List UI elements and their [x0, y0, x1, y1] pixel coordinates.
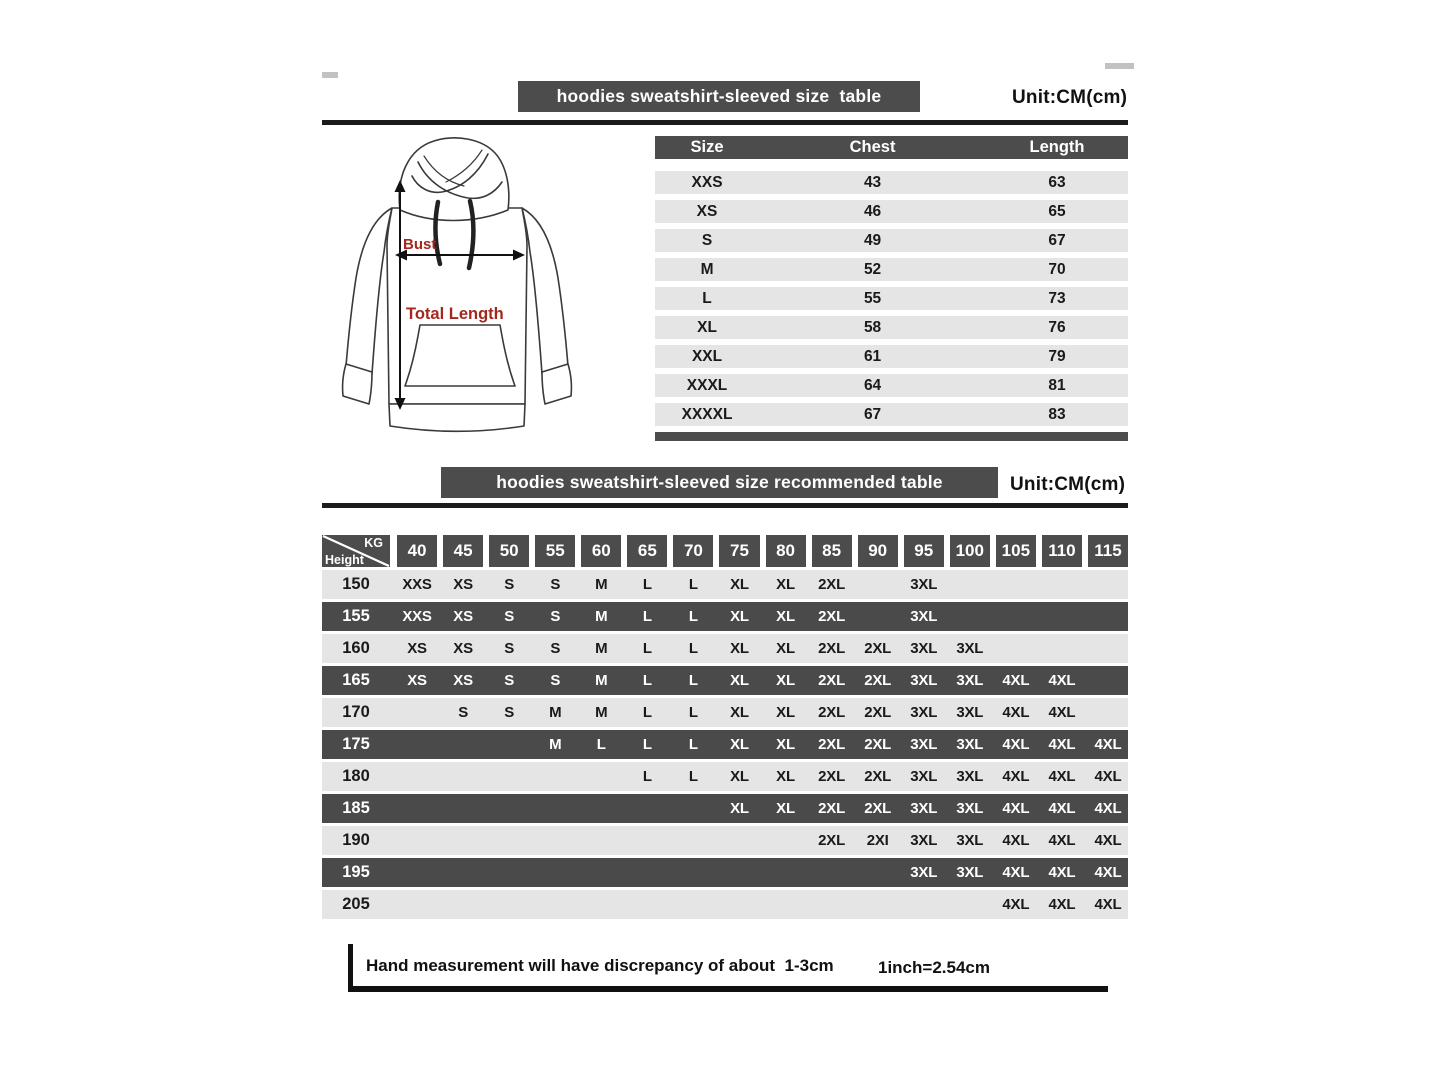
row-height-label: 190 — [342, 831, 370, 849]
matrix-cell — [627, 890, 667, 919]
row-height-label: 175 — [342, 735, 370, 753]
matrix-cells — [397, 890, 1128, 919]
matrix-cell — [996, 634, 1036, 663]
section2-divider — [322, 503, 1128, 508]
matrix-cell: 3XL — [910, 832, 938, 849]
matrix-cell — [627, 826, 667, 855]
size-table-header — [655, 136, 1128, 159]
size-table-cell: S — [701, 232, 713, 249]
matrix-cell: S — [504, 704, 515, 721]
matrix-cell: XS — [453, 640, 473, 657]
size-table-row — [655, 403, 1128, 426]
matrix-cell — [1042, 570, 1082, 599]
matrix-cell — [904, 890, 944, 919]
matrix-cell: 4XL — [1094, 896, 1122, 913]
size-table-cell: XL — [697, 319, 717, 336]
matrix-cell — [1088, 666, 1128, 695]
matrix-cell: M — [595, 576, 608, 593]
matrix-cell — [443, 890, 483, 919]
hoodie-diagram — [330, 132, 645, 462]
matrix-cell — [766, 890, 806, 919]
matrix-cell: XL — [776, 640, 795, 657]
matrix-cell — [489, 826, 529, 855]
matrix-cell: S — [550, 640, 561, 657]
matrix-cell — [858, 890, 898, 919]
matrix-cell: 3XL — [956, 736, 984, 753]
matrix-cell: XL — [730, 672, 749, 689]
matrix-cell — [581, 858, 621, 887]
matrix-cell: L — [642, 768, 652, 785]
size-table-cell: 83 — [1048, 406, 1066, 423]
weight-header-cell: 45 — [443, 535, 483, 567]
matrix-cell: L — [596, 736, 606, 753]
hoodie-left-sleeve — [346, 208, 392, 374]
scan-artifact-dash — [322, 72, 338, 78]
row-height-label: 180 — [342, 767, 370, 785]
matrix-cell — [858, 858, 898, 887]
matrix-cell — [489, 730, 529, 759]
weight-header-cell: 70 — [673, 535, 713, 567]
matrix-corner-cell — [322, 535, 390, 567]
inch-conversion-note: 1inch=2.54cm — [878, 958, 990, 977]
matrix-cell — [719, 826, 759, 855]
matrix-cell: 3XL — [910, 736, 938, 753]
matrix-cell: 2XL — [818, 704, 846, 721]
row-height-label: 185 — [342, 799, 370, 817]
matrix-row — [322, 730, 1128, 759]
matrix-cell: 4XL — [1002, 800, 1030, 817]
hoodie-pocket — [405, 325, 515, 386]
matrix-cell — [397, 826, 437, 855]
matrix-cell: L — [688, 672, 698, 689]
size-table-cell: 81 — [1048, 377, 1066, 394]
size-table-row — [655, 316, 1128, 339]
height-axis-label: Height — [325, 553, 364, 567]
size-table-cell: M — [700, 261, 714, 278]
matrix-cells — [397, 762, 1128, 791]
chest-column-header: Chest — [849, 138, 896, 156]
matrix-cell: 2XL — [818, 768, 846, 785]
matrix-cell — [1088, 602, 1128, 631]
matrix-cell — [489, 890, 529, 919]
section1-title-bar: hoodies sweatshirt-sleeved size table — [518, 81, 920, 112]
size-table-cell: 70 — [1048, 261, 1066, 278]
matrix-cell — [535, 890, 575, 919]
size-table-cell: 64 — [863, 377, 882, 394]
matrix-cell: 4XL — [1048, 704, 1076, 721]
size-table-cell: XXL — [691, 348, 723, 365]
matrix-cell — [950, 890, 990, 919]
size-table-row — [655, 171, 1128, 194]
weight-header-cells — [397, 535, 1128, 567]
matrix-cell — [673, 826, 713, 855]
matrix-cell — [443, 858, 483, 887]
matrix-cell — [397, 794, 437, 823]
matrix-cell: XL — [730, 736, 749, 753]
matrix-cell: L — [642, 672, 652, 689]
matrix-cell: M — [549, 704, 562, 721]
matrix-cell: 3XL — [910, 704, 938, 721]
weight-header-cell: 90 — [858, 535, 898, 567]
matrix-cell — [950, 602, 990, 631]
matrix-cell: 3XL — [956, 640, 984, 657]
matrix-cell — [858, 602, 898, 631]
matrix-cell: 4XL — [1002, 672, 1030, 689]
matrix-cell: XL — [730, 608, 749, 625]
size-table-row — [655, 258, 1128, 281]
matrix-cell: 4XL — [1002, 832, 1030, 849]
matrix-cells — [397, 634, 1128, 663]
matrix-cell: L — [642, 640, 652, 657]
measurement-note: Hand measurement will have discrepancy of about 1-3cm — [366, 956, 834, 975]
matrix-cell: 4XL — [1094, 832, 1122, 849]
matrix-cell: 3XL — [956, 704, 984, 721]
weight-header-cell: 50 — [489, 535, 529, 567]
matrix-cell: L — [688, 736, 698, 753]
matrix-cell — [489, 762, 529, 791]
matrix-cell — [627, 794, 667, 823]
footer-left-bar — [348, 944, 353, 992]
matrix-cell: 2XL — [818, 576, 846, 593]
matrix-cell — [581, 762, 621, 791]
matrix-cell: XL — [776, 608, 795, 625]
size-table-cell: XXXXL — [681, 406, 733, 423]
matrix-cell — [627, 858, 667, 887]
size-table-cell: 67 — [863, 406, 882, 423]
size-table-cell: L — [702, 290, 712, 307]
matrix-cell: XL — [730, 704, 749, 721]
matrix-cell — [489, 858, 529, 887]
matrix-cell: 4XL — [1094, 768, 1122, 785]
matrix-cell: 3XL — [910, 640, 938, 657]
matrix-cell: 2XL — [864, 672, 892, 689]
matrix-cell: XL — [730, 576, 749, 593]
matrix-cell: 3XL — [910, 768, 938, 785]
matrix-cell: XL — [730, 768, 749, 785]
size-table-row — [655, 229, 1128, 252]
row-height-label: 170 — [342, 703, 370, 721]
matrix-cell: XXS — [402, 576, 432, 593]
matrix-cell: 2XL — [864, 736, 892, 753]
size-table-cell: 52 — [863, 261, 882, 278]
matrix-cell: 3XL — [956, 672, 984, 689]
row-height-label: 155 — [342, 607, 370, 625]
size-table-cell: 79 — [1048, 348, 1066, 365]
matrix-row — [322, 794, 1128, 823]
matrix-cells — [397, 570, 1128, 599]
matrix-cells — [397, 698, 1128, 727]
section1-unit-label: Unit:CM(cm) — [1012, 87, 1128, 108]
matrix-cell — [719, 858, 759, 887]
matrix-cell: 2XL — [818, 736, 846, 753]
matrix-cell — [950, 570, 990, 599]
matrix-cell — [812, 858, 852, 887]
matrix-cell — [397, 858, 437, 887]
length-column-header: Length — [1029, 138, 1085, 156]
hoodie-hem — [389, 404, 525, 431]
matrix-cell: S — [504, 576, 515, 593]
matrix-cell: 2XL — [818, 832, 846, 849]
size-table-cell: XXXL — [686, 377, 728, 394]
matrix-cell: XS — [453, 608, 473, 625]
matrix-cell: 2XL — [818, 672, 846, 689]
matrix-cell: 4XL — [1048, 800, 1076, 817]
size-table-row — [655, 200, 1128, 223]
size-table-body — [655, 171, 1128, 426]
weight-header-cell: 85 — [812, 535, 852, 567]
weight-header-cell: 115 — [1088, 535, 1128, 567]
size-table-cell: 46 — [863, 203, 882, 220]
matrix-cell: 3XL — [910, 864, 938, 881]
size-table-cell: 58 — [863, 319, 882, 336]
weight-header-cell: 80 — [766, 535, 806, 567]
matrix-cell: XL — [776, 736, 795, 753]
matrix-cell — [443, 730, 483, 759]
matrix-row — [322, 890, 1128, 919]
row-height-label: 165 — [342, 671, 370, 689]
matrix-cell: S — [550, 672, 561, 689]
matrix-cell: XS — [453, 576, 473, 593]
matrix-cell: S — [550, 576, 561, 593]
size-table-cell: 55 — [863, 290, 882, 307]
matrix-row — [322, 698, 1128, 727]
matrix-cell: 2XL — [864, 640, 892, 657]
size-table-cell: 76 — [1048, 319, 1066, 336]
matrix-cell: XL — [776, 800, 795, 817]
matrix-cell: S — [550, 608, 561, 625]
matrix-cell — [489, 794, 529, 823]
matrix-cell: XL — [776, 672, 795, 689]
matrix-cell: XL — [730, 640, 749, 657]
matrix-cell: 3XL — [956, 832, 984, 849]
weight-header-cell: 60 — [581, 535, 621, 567]
matrix-cell: 2XL — [818, 608, 846, 625]
matrix-cells — [397, 826, 1128, 855]
matrix-cell: 2XL — [864, 800, 892, 817]
matrix-cell: 4XL — [1048, 832, 1076, 849]
weight-header-cell: 55 — [535, 535, 575, 567]
matrix-cell: 3XL — [910, 672, 938, 689]
size-table-cell: 63 — [1048, 174, 1066, 191]
matrix-cell: L — [642, 576, 652, 593]
matrix-cell: 4XL — [1048, 864, 1076, 881]
matrix-row — [322, 858, 1128, 887]
matrix-cell — [535, 762, 575, 791]
row-height-label: 195 — [342, 863, 370, 881]
matrix-cell: XL — [776, 576, 795, 593]
section2-unit-label: Unit:CM(cm) — [1010, 474, 1126, 495]
matrix-row — [322, 570, 1128, 599]
matrix-cell — [535, 794, 575, 823]
matrix-cell: XXS — [402, 608, 432, 625]
matrix-cell: S — [504, 672, 515, 689]
matrix-cell: S — [458, 704, 468, 721]
total-length-label: Total Length — [406, 305, 504, 323]
matrix-cell: 4XL — [1002, 896, 1030, 913]
recommendation-matrix — [322, 570, 1128, 922]
matrix-cell: 2XL — [864, 768, 892, 785]
matrix-cell — [719, 890, 759, 919]
matrix-cell — [766, 826, 806, 855]
weight-header-cell: 95 — [904, 535, 944, 567]
matrix-cells — [397, 602, 1128, 631]
row-height-label: 150 — [342, 575, 370, 593]
size-table-footer-bar — [655, 432, 1128, 441]
section1-divider — [322, 120, 1128, 125]
matrix-cell — [996, 570, 1036, 599]
matrix-cell — [858, 570, 898, 599]
matrix-cell: XL — [730, 800, 749, 817]
matrix-cell — [443, 794, 483, 823]
matrix-cells — [397, 666, 1128, 695]
matrix-cell — [996, 602, 1036, 631]
bust-label: Bust — [403, 236, 437, 253]
hoodie-right-sleeve — [522, 208, 568, 374]
hoodie-hood — [399, 138, 509, 221]
scan-artifact-dash — [1105, 63, 1134, 69]
matrix-cell — [766, 858, 806, 887]
matrix-cell: 4XL — [1048, 768, 1076, 785]
matrix-cell — [673, 890, 713, 919]
matrix-cell — [581, 826, 621, 855]
matrix-cell: 3XL — [956, 864, 984, 881]
matrix-cell: L — [688, 608, 698, 625]
matrix-cells — [397, 730, 1128, 759]
matrix-cell: 2XL — [818, 640, 846, 657]
matrix-cell — [1042, 602, 1082, 631]
matrix-row — [322, 826, 1128, 855]
matrix-row — [322, 634, 1128, 663]
matrix-cell: L — [688, 640, 698, 657]
matrix-cell: S — [504, 608, 515, 625]
matrix-cell — [1088, 634, 1128, 663]
matrix-cell: 4XL — [1002, 704, 1030, 721]
weight-header-cell: 65 — [627, 535, 667, 567]
matrix-cell: 4XL — [1094, 800, 1122, 817]
row-height-label: 160 — [342, 639, 370, 657]
matrix-cell — [1088, 570, 1128, 599]
weight-header-cell: 105 — [996, 535, 1036, 567]
matrix-cell: M — [549, 736, 562, 753]
matrix-cell: L — [688, 768, 698, 785]
matrix-cell: M — [595, 704, 608, 721]
size-table-row — [655, 374, 1128, 397]
matrix-cell: L — [688, 576, 698, 593]
size-table-cell: 49 — [863, 232, 882, 249]
matrix-cell: L — [642, 736, 652, 753]
matrix-cell: 3XL — [910, 800, 938, 817]
size-table-cell: 67 — [1048, 232, 1066, 249]
matrix-cell: 4XL — [1048, 736, 1076, 753]
matrix-cell: XS — [407, 672, 427, 689]
matrix-cell — [443, 762, 483, 791]
matrix-cell: 4XL — [1002, 768, 1030, 785]
hoodie-left-cuff — [343, 364, 372, 404]
matrix-cell: 4XL — [1002, 864, 1030, 881]
matrix-cell: 3XL — [910, 608, 938, 625]
matrix-cell: 3XL — [956, 800, 984, 817]
size-column-header: Size — [690, 138, 724, 156]
matrix-row — [322, 666, 1128, 695]
matrix-cell — [673, 794, 713, 823]
matrix-cell: 3XL — [910, 576, 938, 593]
matrix-cell — [581, 794, 621, 823]
matrix-cell: M — [595, 640, 608, 657]
matrix-cell — [535, 826, 575, 855]
matrix-cells — [397, 858, 1128, 887]
matrix-cell: XL — [776, 768, 795, 785]
matrix-cell: 2XL — [818, 800, 846, 817]
matrix-cell — [812, 890, 852, 919]
matrix-cell — [443, 826, 483, 855]
matrix-cell — [581, 890, 621, 919]
weight-header-cell: 100 — [950, 535, 990, 567]
size-table-cell: 65 — [1048, 203, 1066, 220]
matrix-header-row — [322, 535, 1128, 567]
matrix-cell: M — [595, 672, 608, 689]
row-height-label: 205 — [342, 895, 370, 913]
matrix-cells — [397, 794, 1128, 823]
size-table-cell: 61 — [863, 348, 882, 365]
weight-header-cell: 40 — [397, 535, 437, 567]
matrix-row — [322, 602, 1128, 631]
matrix-cell: 4XL — [1002, 736, 1030, 753]
matrix-cell: 4XL — [1048, 896, 1076, 913]
matrix-cell: 4XL — [1094, 736, 1122, 753]
weight-header-cell: 110 — [1042, 535, 1082, 567]
size-table-cell: XS — [696, 203, 718, 220]
kg-axis-label: KG — [364, 536, 383, 550]
matrix-cell — [397, 762, 437, 791]
matrix-cell: 2XI — [866, 832, 889, 849]
weight-header-cell: 75 — [719, 535, 759, 567]
size-table — [655, 136, 1128, 441]
matrix-cell: XS — [407, 640, 427, 657]
matrix-cell — [397, 730, 437, 759]
matrix-cell — [535, 858, 575, 887]
matrix-cell: L — [642, 608, 652, 625]
size-table-cell: 73 — [1048, 290, 1066, 307]
matrix-row — [322, 762, 1128, 791]
matrix-cell: L — [642, 704, 652, 721]
matrix-cell: XS — [453, 672, 473, 689]
matrix-cell — [1042, 634, 1082, 663]
size-table-row — [655, 287, 1128, 310]
size-table-cell: XXS — [691, 174, 723, 191]
section2-title-bar: hoodies sweatshirt-sleeved size recommended table — [441, 467, 998, 498]
size-table-cell: 43 — [863, 174, 882, 191]
matrix-cell: M — [595, 608, 608, 625]
size-table-row — [655, 345, 1128, 368]
matrix-cell: XL — [776, 704, 795, 721]
matrix-cell — [1088, 698, 1128, 727]
matrix-cell: S — [504, 640, 515, 657]
matrix-cell: 2XL — [864, 704, 892, 721]
matrix-cell — [397, 890, 437, 919]
matrix-cell — [397, 698, 437, 727]
matrix-cell: L — [688, 704, 698, 721]
matrix-cell: 3XL — [956, 768, 984, 785]
footer-underline — [348, 986, 1108, 992]
hoodie-right-cuff — [542, 364, 571, 404]
matrix-cell: 4XL — [1048, 672, 1076, 689]
matrix-cell: 4XL — [1094, 864, 1122, 881]
matrix-cell — [673, 858, 713, 887]
